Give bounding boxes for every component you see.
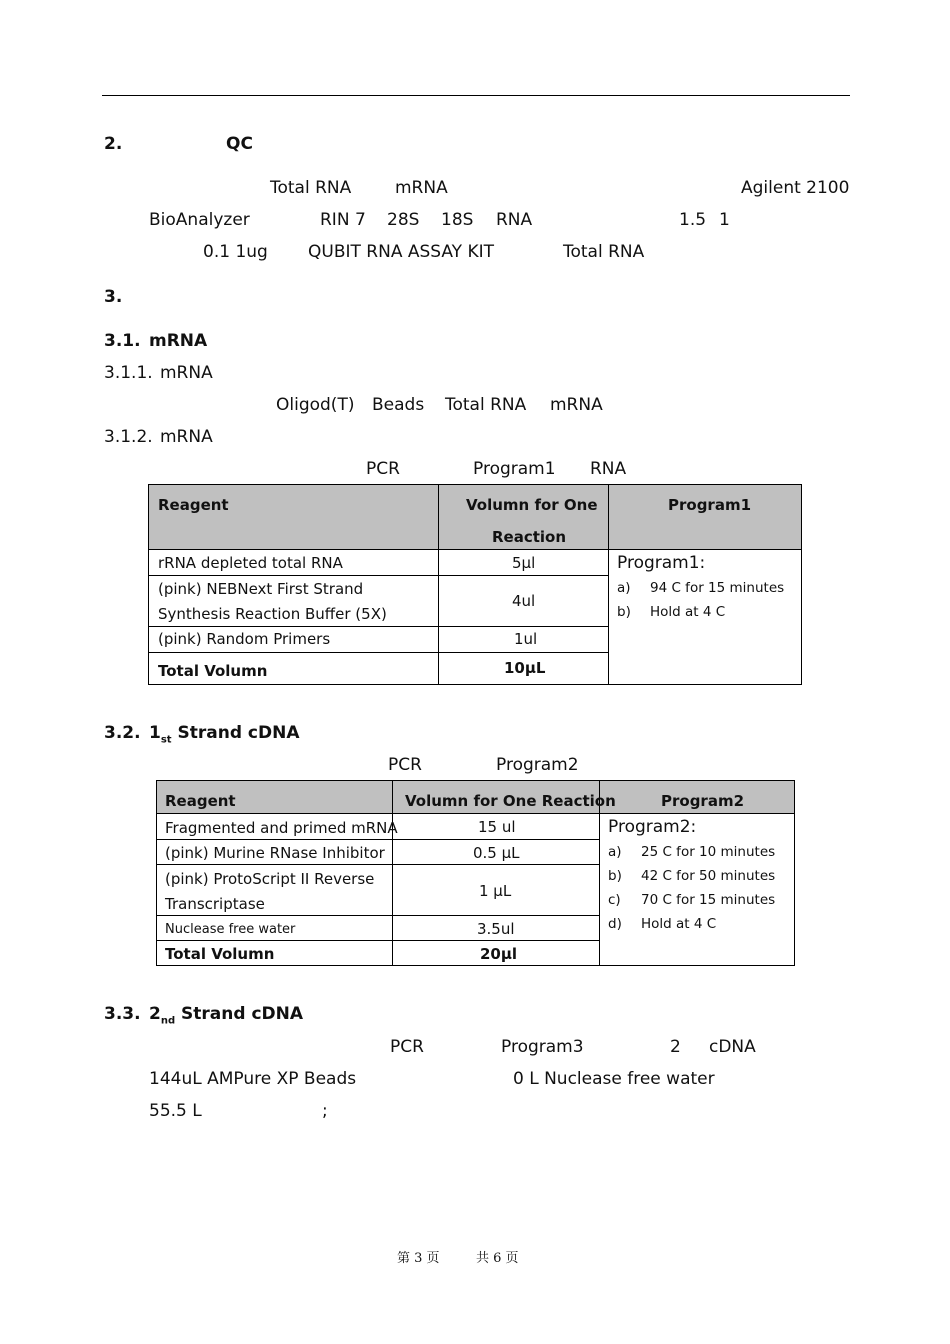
text: Program2	[496, 755, 579, 775]
cell: 15 ul	[478, 818, 516, 836]
step-text: 25 C for 10 minutes	[641, 844, 776, 860]
cell: (pink) NEBNext First Strand	[158, 580, 364, 598]
text: 1.5	[679, 210, 707, 230]
text: PCR	[390, 1037, 424, 1057]
step-label: b)	[608, 868, 622, 884]
cell: Total Volumn	[165, 945, 275, 963]
text: 0 L Nuclease free water	[513, 1069, 715, 1089]
column-header: Reaction	[492, 528, 567, 546]
text: Program3	[501, 1037, 584, 1057]
step-label: c)	[608, 892, 621, 908]
text: 28S	[387, 210, 420, 230]
cell: 20μl	[480, 945, 518, 963]
section-number: 2.	[104, 134, 123, 154]
step-text: 70 C for 15 minutes	[641, 892, 776, 908]
text: Total RNA	[563, 242, 645, 262]
text: ;	[322, 1101, 328, 1121]
section-number: 3.3.	[104, 1004, 141, 1024]
cell: Nuclease free water	[165, 922, 296, 937]
text: PCR	[388, 755, 422, 775]
step-text: 94 C for 15 minutes	[650, 580, 785, 596]
column-header: Program1	[668, 496, 752, 514]
section-title: mRNA	[160, 427, 213, 447]
text: Agilent 2100	[741, 178, 850, 198]
text: Program1	[473, 459, 556, 479]
text: 0.1 1ug	[203, 242, 268, 262]
step-label: a)	[608, 844, 622, 860]
step-text: Hold at 4 C	[641, 916, 717, 932]
step-label: a)	[617, 580, 631, 596]
section-title: QC	[226, 134, 253, 154]
section-number: 3.1.1.	[104, 363, 153, 383]
text: 144uL AMPure XP Beads	[149, 1069, 357, 1089]
cell: 3.5ul	[477, 920, 515, 938]
section-title: $2_{nd}$ Strand cDNA	[149, 1004, 304, 1027]
text: 18S	[441, 210, 474, 230]
program-title: Program2:	[608, 817, 697, 837]
text: BioAnalyzer	[149, 210, 250, 230]
cell: (pink) Random Primers	[158, 630, 331, 648]
cell: (pink) ProtoScript II Reverse	[165, 870, 375, 888]
text: Total RNA	[445, 395, 527, 415]
text: 1	[719, 210, 730, 230]
text: mRNA	[395, 178, 448, 198]
cell: Fragmented and primed mRNA	[165, 819, 398, 837]
section-number: 3.2.	[104, 723, 141, 743]
cell: Synthesis Reaction Buffer (5X)	[158, 605, 387, 623]
text: RIN 7	[320, 210, 366, 230]
text: RNA	[496, 210, 533, 230]
text: Oligod(T)	[276, 395, 355, 415]
cell: 5μl	[512, 554, 536, 572]
section-title: mRNA	[160, 363, 213, 383]
cell: 4ul	[512, 592, 536, 610]
text: Beads	[372, 395, 425, 415]
column-header: Reagent	[158, 496, 229, 514]
step-text: Hold at 4 C	[650, 604, 726, 620]
step-text: 42 C for 50 minutes	[641, 868, 776, 884]
column-header: Volumn for One	[466, 496, 598, 514]
text: RNA	[590, 459, 627, 479]
cell: 0.5 μL	[473, 844, 520, 862]
text: 55.5 L	[149, 1101, 202, 1121]
text: mRNA	[550, 395, 603, 415]
page-number: 第 3 页	[397, 1251, 440, 1266]
header-rule	[102, 95, 850, 96]
program-title: Program1:	[617, 553, 706, 573]
text: Total RNA	[270, 178, 352, 198]
column-header: Reagent	[165, 792, 236, 810]
section-number: 3.	[104, 287, 123, 307]
cell: 10μL	[504, 659, 546, 677]
step-label: d)	[608, 916, 622, 932]
cell: Transcriptase	[165, 895, 265, 913]
cell: Total Volumn	[158, 662, 268, 680]
section-number: 3.1.2.	[104, 427, 153, 447]
cell: 1ul	[514, 630, 538, 648]
cell: (pink) Murine RNase Inhibitor	[165, 844, 385, 862]
text: 2	[670, 1037, 681, 1057]
page-total: 共 6 页	[476, 1251, 519, 1266]
column-header: Program2	[661, 792, 745, 810]
text: PCR	[366, 459, 400, 479]
section-number: 3.1.	[104, 331, 141, 351]
cell: rRNA depleted total RNA	[158, 554, 343, 572]
column-header: Volumn for One Reaction	[405, 792, 616, 810]
cell: 1 μL	[479, 882, 512, 900]
step-label: b)	[617, 604, 631, 620]
text: QUBIT RNA ASSAY KIT	[308, 242, 495, 262]
section-title: $1_{st}$ Strand cDNA	[149, 723, 300, 746]
text: cDNA	[709, 1037, 756, 1057]
section-title: mRNA	[149, 331, 208, 351]
